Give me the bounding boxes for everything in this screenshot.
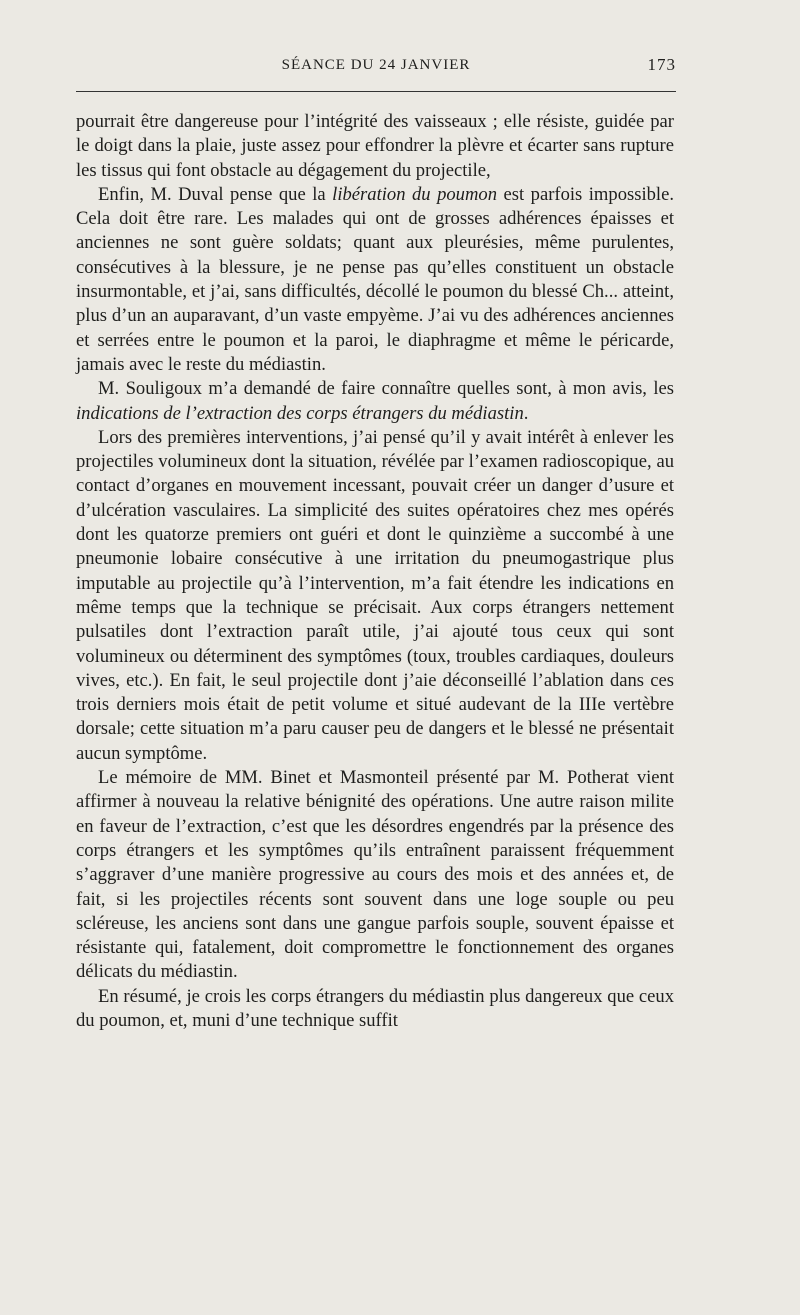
- paragraph: [76, 183, 674, 377]
- body-text: [76, 110, 674, 1033]
- text-run: est parfois impossible. Cela doit être rare. Les malades qui ont de grosses adhérences épaisses et anciennes ne sont guère soldats; quant aux pleurésies, même purulentes, consécutives à la blessure, je ne pense pas qu’elles constituent un obstacle insurmontable, et j’ai, sans difficultés, décollé le poumon du blessé Ch... atteint, plus d’un an auparavant, d’un vaste empyème. J’ai vu des adhérences anciennes et serrées entre le poumon et la paroi, le diaphragme et même le péricarde, jamais avec le reste du médiastin.: [76, 183, 674, 375]
- italic-phrase: indications de l’extraction des corps étrangers du médiastin: [76, 402, 524, 424]
- paragraph: Lors des premières interventions, j’ai pensé qu’il y avait intérêt à enlever les projectiles volumineux dont la situation, révélée par l’examen radioscopique, au contact d’organes en mouvement incessant, pouvait créer un danger d’usure et d’ulcération vasculaires. La simplicité des suites opératoires chez mes opérés dont les quatorze premiers ont guéri et dont le quinzième a succombé à une pneumonie lobaire consécutive à une irritation du pneumogastrique plus imputable au projectile qu’à l’intervention, m’a fait étendre les indications en même temps que la technique se précisait. Aux corps étrangers nettement pulsatiles dont l’extraction paraît utile, j’ai ajouté tous ceux qui sont volumineux ou déterminent des symptômes (toux, troubles cardiaques, douleurs vives, etc.). En fait, le seul projectile dont j’aie déconseillé l’ablation dans ces trois derniers mois était de petit volume et situé audevant de la IIIe vertèbre dorsale; cette situation m’a paru causer peu de dangers et le blessé ne présentait aucun symptôme.: [76, 426, 674, 764]
- text-run: .: [523, 402, 529, 424]
- paragraph: [76, 377, 674, 426]
- text-run: M. Souligoux m’a demandé de faire connaître quelles sont, à mon avis, les: [98, 378, 674, 400]
- italic-phrase: libération du poumon: [332, 183, 497, 205]
- paragraph: pourrait être dangereuse pour l’intégrité des vaisseaux ; elle résiste, guidée par le doigt dans la plaie, juste assez pour effondrer la plèvre et écarter sans rupture les tissus qui font obstacle au dégagement du projectile,: [76, 111, 674, 181]
- paragraph: Le mémoire de MM. Binet et Masmonteil présenté par M. Potherat vient affirmer à nouveau la relative bénignité des opérations. Une autre raison milite en faveur de l’extraction, c’est que les désordres engendrés par la présence des corps étrangers et les symptômes qu’ils entraînent paraissent fréquemment s’aggraver d’une manière progressive au cours des mois et des années et, de fait, si les projectiles récents sont souvent dans une loge souple ou peu scléreuse, les anciens sont dans une gangue parfois souple, souvent épaisse et résistante qui, fatalement, doit compromettre le fonctionnement des organes délicats du médiastin.: [76, 767, 674, 983]
- header-title: SÉANCE DU 24 JANVIER: [281, 57, 471, 73]
- text-run: Enfin, M. Duval pense que la: [98, 183, 333, 205]
- paragraph: En résumé, je crois les corps étrangers du médiastin plus dangereux que ceux du poumon, et, muni d’une technique suffit: [76, 985, 674, 1031]
- running-header: [76, 55, 676, 79]
- header-rule: [76, 91, 676, 92]
- page-number: 173: [647, 55, 676, 74]
